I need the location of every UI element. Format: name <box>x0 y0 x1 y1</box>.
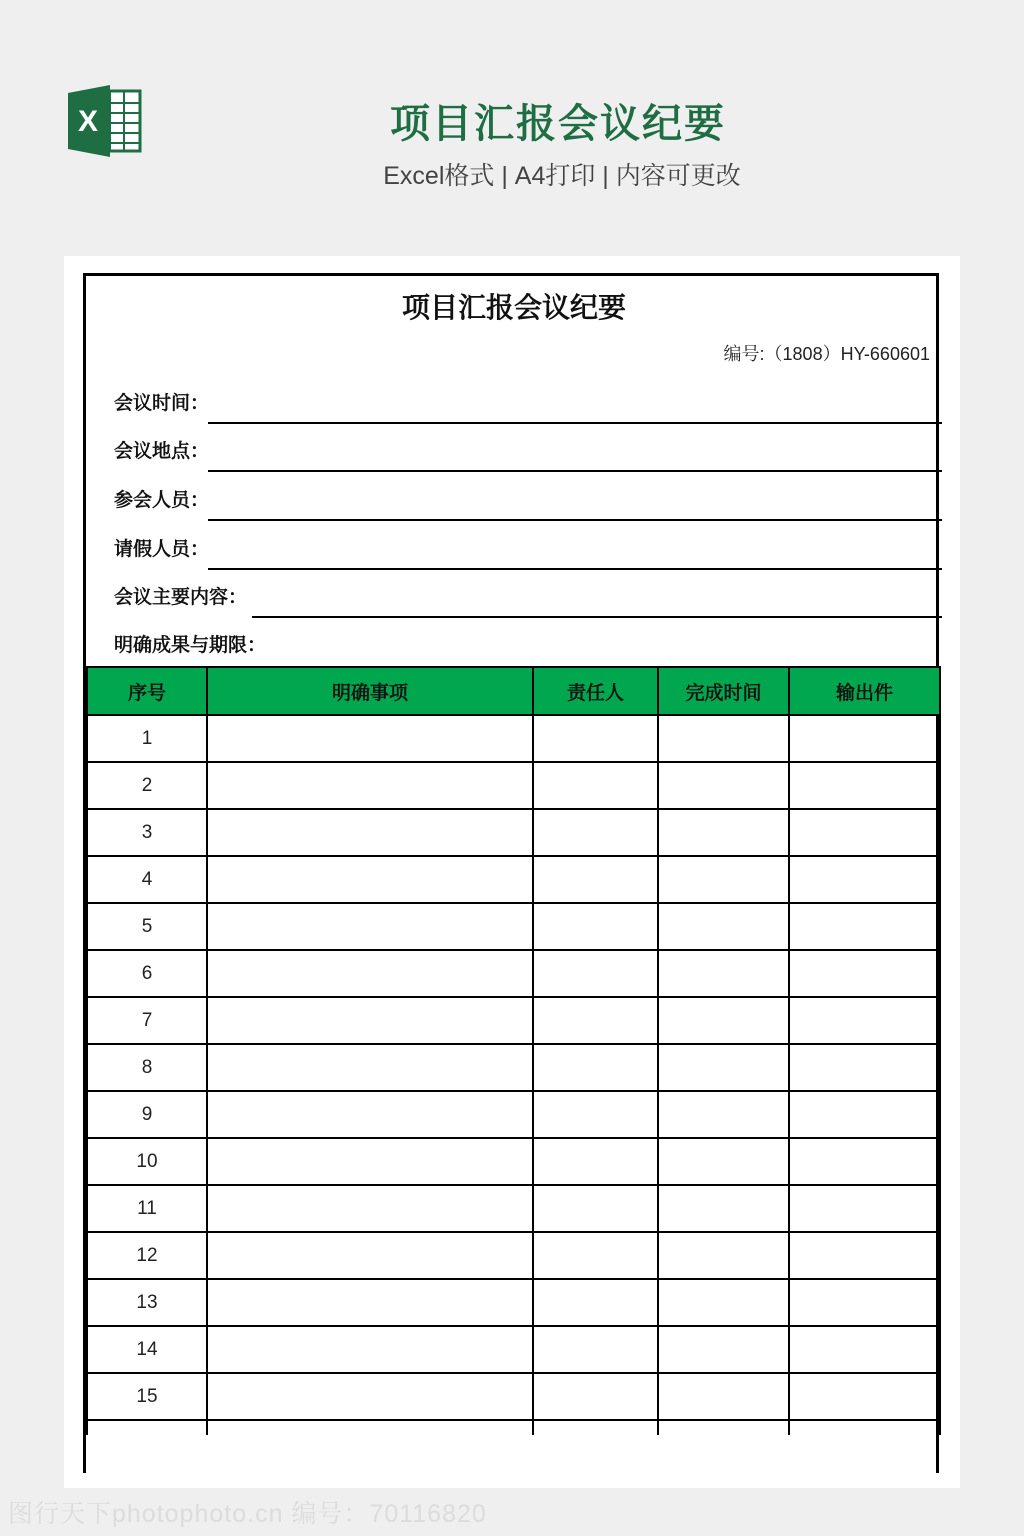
logo-letter: X <box>77 105 99 138</box>
field-absentees[interactable] <box>86 522 942 570</box>
col-header-output: 输出件 <box>789 667 940 715</box>
deadline-cell[interactable] <box>658 809 789 856</box>
owner-cell[interactable] <box>533 1185 658 1232</box>
output-cell[interactable] <box>789 809 940 856</box>
spacer-cell <box>789 1420 940 1435</box>
owner-cell[interactable] <box>533 1044 658 1091</box>
owner-cell[interactable] <box>533 856 658 903</box>
owner-cell[interactable] <box>533 1326 658 1373</box>
owner-cell[interactable] <box>533 1138 658 1185</box>
owner-cell[interactable] <box>533 1279 658 1326</box>
output-cell[interactable] <box>789 1091 940 1138</box>
row-index: 14 <box>87 1326 207 1373</box>
output-cell[interactable] <box>789 762 940 809</box>
deadline-cell[interactable] <box>658 903 789 950</box>
deadline-cell[interactable] <box>658 762 789 809</box>
output-cell[interactable] <box>789 1373 940 1420</box>
owner-cell[interactable] <box>533 1091 658 1138</box>
output-cell[interactable] <box>789 903 940 950</box>
table-row <box>87 856 940 903</box>
spacer-cell <box>207 1420 533 1435</box>
output-cell[interactable] <box>789 1138 940 1185</box>
deadline-cell[interactable] <box>658 997 789 1044</box>
table-row <box>87 809 940 856</box>
output-cell[interactable] <box>789 1279 940 1326</box>
row-index: 1 <box>87 715 207 762</box>
table-row <box>87 1138 940 1185</box>
item-cell[interactable] <box>207 809 533 856</box>
item-cell[interactable] <box>207 1044 533 1091</box>
document-code: 编号:（1808）HY-660601 <box>723 344 930 364</box>
spacer-cell <box>533 1420 658 1435</box>
item-cell[interactable] <box>207 950 533 997</box>
row-index: 12 <box>87 1232 207 1279</box>
field-underline <box>208 519 942 521</box>
col-header-deadline: 完成时间 <box>658 667 789 715</box>
output-cell[interactable] <box>789 1185 940 1232</box>
item-cell[interactable] <box>207 1373 533 1420</box>
col-header-index: 序号 <box>87 667 207 715</box>
table-header-row <box>87 667 940 715</box>
item-cell[interactable] <box>207 1279 533 1326</box>
field-label: 会议时间： <box>114 393 210 414</box>
field-label: 会议主要内容： <box>114 587 248 608</box>
item-cell[interactable] <box>207 715 533 762</box>
deadline-cell[interactable] <box>658 1185 789 1232</box>
document-title: 项目汇报会议纪要 <box>401 292 626 323</box>
owner-cell[interactable] <box>533 762 658 809</box>
deadline-cell[interactable] <box>658 856 789 903</box>
page-title: 项目汇报会议纪要 <box>390 102 726 146</box>
watermark: 图行天下photophoto.cn 编号：70116820 <box>8 1500 487 1528</box>
output-cell[interactable] <box>789 1232 940 1279</box>
table-row <box>87 1044 940 1091</box>
meeting-minutes-sheet <box>83 273 939 1473</box>
row-index: 7 <box>87 997 207 1044</box>
owner-cell[interactable] <box>533 809 658 856</box>
output-cell[interactable] <box>789 1326 940 1373</box>
output-cell[interactable] <box>789 1044 940 1091</box>
col-header-item: 明确事项 <box>207 667 533 715</box>
owner-cell[interactable] <box>533 1373 658 1420</box>
item-cell[interactable] <box>207 903 533 950</box>
item-cell[interactable] <box>207 1232 533 1279</box>
row-index: 10 <box>87 1138 207 1185</box>
owner-cell[interactable] <box>533 997 658 1044</box>
row-index: 13 <box>87 1279 207 1326</box>
table-row <box>87 903 940 950</box>
owner-cell[interactable] <box>533 950 658 997</box>
spacer-cell <box>87 1420 207 1435</box>
field-label: 参会人员： <box>114 490 210 511</box>
deadline-cell[interactable] <box>658 1326 789 1373</box>
row-index: 4 <box>87 856 207 903</box>
item-cell[interactable] <box>207 1138 533 1185</box>
table-row <box>87 1279 940 1326</box>
deadline-cell[interactable] <box>658 1279 789 1326</box>
field-meeting-location[interactable] <box>86 424 942 472</box>
spacer-cell <box>658 1420 789 1435</box>
row-index: 11 <box>87 1185 207 1232</box>
deadline-cell[interactable] <box>658 1044 789 1091</box>
table-row <box>87 715 940 762</box>
table-row <box>87 1373 940 1420</box>
field-label: 请假人员： <box>114 539 210 560</box>
output-cell[interactable] <box>789 950 940 997</box>
action-items-table <box>86 666 941 1435</box>
row-index: 3 <box>87 809 207 856</box>
output-cell[interactable] <box>789 856 940 903</box>
output-cell[interactable] <box>789 997 940 1044</box>
item-cell[interactable] <box>207 856 533 903</box>
row-index: 8 <box>87 1044 207 1091</box>
row-index: 2 <box>87 762 207 809</box>
table-row <box>87 762 940 809</box>
table-row <box>87 950 940 997</box>
item-cell[interactable] <box>207 762 533 809</box>
owner-cell[interactable] <box>533 715 658 762</box>
item-cell[interactable] <box>207 997 533 1044</box>
deadline-cell[interactable] <box>658 1091 789 1138</box>
item-cell[interactable] <box>207 1326 533 1373</box>
output-cell[interactable] <box>789 715 940 762</box>
page-header <box>0 0 1024 240</box>
page-subtitle: Excel格式 | A4打印 | 内容可更改 <box>383 162 741 190</box>
field-meeting-time[interactable] <box>86 376 942 424</box>
row-index: 6 <box>87 950 207 997</box>
field-attendees[interactable] <box>86 473 942 521</box>
deadline-cell[interactable] <box>658 1232 789 1279</box>
deadline-cell[interactable] <box>658 715 789 762</box>
field-label: 会议地点： <box>114 441 210 462</box>
field-label: 明确成果与期限： <box>114 635 267 656</box>
table-row <box>87 1091 940 1138</box>
owner-cell[interactable] <box>533 903 658 950</box>
col-header-owner: 责任人 <box>533 667 658 715</box>
table-row <box>87 1185 940 1232</box>
owner-cell[interactable] <box>533 1232 658 1279</box>
item-cell[interactable] <box>207 1091 533 1138</box>
field-underline <box>208 470 942 472</box>
row-index: 5 <box>87 903 207 950</box>
field-results-deadline[interactable] <box>86 618 942 666</box>
field-main-content[interactable] <box>86 570 942 618</box>
table-bottom-spacer <box>87 1420 940 1435</box>
deadline-cell[interactable] <box>658 1373 789 1420</box>
table-row <box>87 1326 940 1373</box>
table-row <box>87 1232 940 1279</box>
row-index: 9 <box>87 1091 207 1138</box>
deadline-cell[interactable] <box>658 1138 789 1185</box>
item-cell[interactable] <box>207 1185 533 1232</box>
row-index: 15 <box>87 1373 207 1420</box>
table-row <box>87 997 940 1044</box>
deadline-cell[interactable] <box>658 950 789 997</box>
